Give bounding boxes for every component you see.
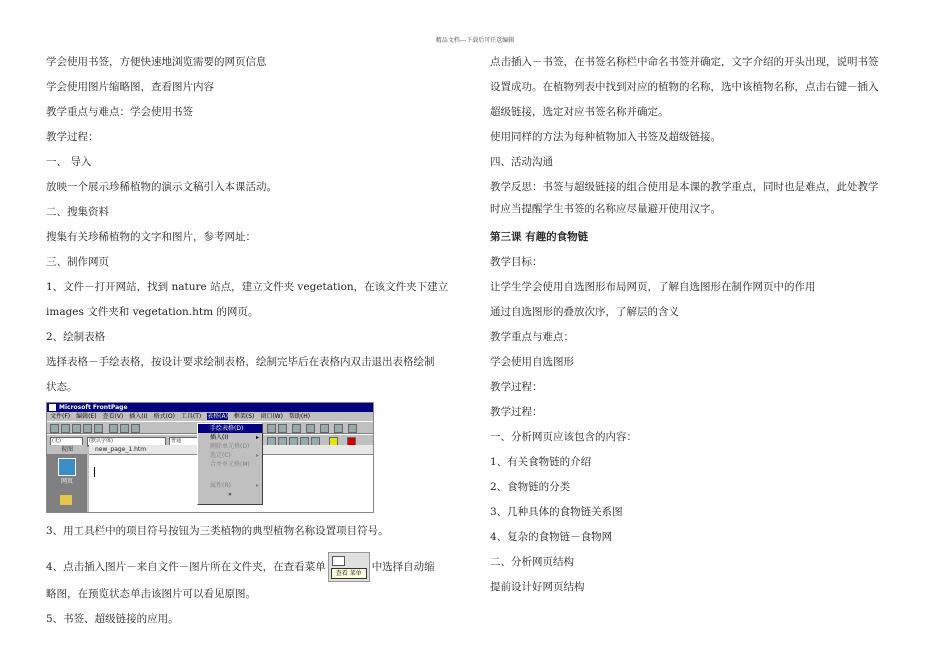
paragraph: 设置成功。在植物列表中找到对应的植物的名称，选中该植物名称，点击右键－插入 [490, 81, 879, 93]
paragraph: 通过自选图形的叠放次序，了解层的含义 [490, 306, 679, 318]
hyperlink-icon [292, 424, 301, 433]
menu-item-select: 选定(C) ▸ [210, 452, 259, 459]
paragraph: images 文件夹和 vegetation.htm 的网页。 [46, 306, 259, 318]
save-icon [72, 424, 81, 433]
view-menu-button: 查看 菜单 [331, 568, 367, 579]
screenshot-menubar [47, 412, 373, 421]
doc-tab: new_page_1.htm [89, 445, 373, 455]
menu-frames: 框架(S) [233, 413, 255, 420]
refresh-icon [306, 424, 315, 433]
paragraph: 4、点击插入图片－来自文件－图片所在文件夹，在查看菜单 查看 菜单 中选择自动缩 [46, 552, 461, 582]
size-select: 普通 [169, 437, 198, 446]
menu-tools: 工具(T) [180, 413, 202, 420]
copy-icon [120, 424, 129, 433]
section-heading: 二、搜集资料 [46, 206, 109, 218]
menu-item-properties: 属性(R) ▸ [210, 482, 259, 489]
paragraph: 学会使用书签，方便快速地浏览需要的网页信息 [46, 56, 267, 68]
text-cursor [94, 467, 95, 477]
views-header: 视图 [47, 445, 87, 454]
paragraph: 教学重点与难点：学会使用书签 [46, 106, 193, 118]
paragraph: 3、用工具栏中的项目符号按钮为三类植物的典型植物名称设置项目符号。 [46, 525, 389, 537]
stop-icon [320, 424, 329, 433]
paragraph: 5、书签、超级链接的应用。 [46, 613, 179, 625]
submenu-arrow-icon: ▸ [255, 434, 259, 441]
menu-table: 表格(A) [207, 413, 228, 420]
image-icon [278, 424, 287, 433]
menu-item-insert: 插入(I) ▸ [210, 434, 259, 441]
menu-expand-icon: » [228, 491, 232, 498]
menu-window: 窗口(W) [260, 413, 283, 420]
frontpage-app-icon [49, 404, 56, 411]
page-view-label: 网页 [60, 478, 73, 485]
list-item: 4、复杂的食物链－食物网 [490, 531, 613, 543]
menu-view: 查看(V) [102, 413, 124, 420]
table-icon [267, 424, 276, 433]
section-heading: 四、活动沟通 [490, 156, 553, 168]
paragraph: 放映一个展示珍稀植物的演示文稿引入本课活动。 [46, 181, 277, 193]
table-menu [197, 423, 263, 505]
paragraph: 教学过程： [490, 381, 543, 393]
paragraph: 选择表格－手绘表格，按设计要求绘制表格，绘制完毕后在表格内双击退出表格绘制 [46, 356, 435, 368]
section-heading: 一、分析网页应该包含的内容： [490, 431, 637, 443]
help-icon [348, 424, 357, 433]
screenshot-titlebar: Microsoft FrontPage [47, 403, 373, 412]
paragraph: 状态。 [46, 381, 78, 393]
menu-edit: 编辑(E) [76, 413, 97, 420]
paragraph-icon [334, 424, 343, 433]
menu-item-delete-cells: 删除单元格(D) [210, 443, 250, 450]
open-icon [61, 424, 70, 433]
paragraph: 教学目标： [490, 256, 543, 268]
list-item: 3、几种具体的食物链关系图 [490, 506, 623, 518]
paste-icon [131, 424, 140, 433]
menu-help: 帮助(H) [288, 413, 311, 420]
menu-insert: 插入(I) [129, 413, 148, 420]
new-icon [50, 424, 59, 433]
font-select: (默认字体) [87, 437, 166, 446]
submenu-arrow-icon: ▸ [255, 482, 259, 489]
menu-file: 文件(F) [50, 413, 71, 420]
paragraph: 点击插入－书签，在书签名称栏中命名书签并确定，文字介绍的开头出现，说明书签 [490, 56, 879, 68]
menu-format: 格式(O) [153, 413, 175, 420]
paragraph: 学会使用图片缩略图，查看图片内容 [46, 81, 214, 93]
paragraph: 教学过程： [46, 131, 99, 143]
print-icon [83, 424, 92, 433]
paragraph: 搜集有关珍稀植物的文字和图片，参考网址： [46, 231, 256, 243]
section-heading: 一、 导入 [46, 156, 92, 168]
spell-icon [94, 424, 103, 433]
page-header: 精品文档---下载后可任意编辑 [435, 37, 515, 44]
paragraph: 教学过程： [490, 406, 543, 418]
view-menu-thumbnail [328, 552, 370, 582]
page-view-icon [58, 458, 76, 476]
paragraph: 让学生学会使用自选图形布局网页，了解自选图形在制作网页中的作用 [490, 281, 816, 293]
list-item: 2、食物链的分类 [490, 481, 571, 493]
list-item: 1、有关食物链的介绍 [490, 456, 592, 468]
paragraph: 略图，在预览状态单击该图片可以看见原图。 [46, 588, 256, 600]
paragraph: 提前设计好网页结构 [490, 581, 585, 593]
paragraph: 1、文件－打开网站，找到 nature 站点，建立文件夹 vegetation，在该文件夹下建立 [46, 281, 449, 293]
style-select: (无) [50, 437, 83, 446]
frontpage-screenshot [46, 402, 374, 513]
lesson-title: 第三课 有趣的食物链 [490, 231, 589, 243]
paragraph: 教学重点与难点： [490, 331, 574, 343]
paragraph: 使用同样的方法为每种植物加入书签及超级链接。 [490, 131, 721, 143]
paragraph: 超级链接，选定对应书签名称并确定。 [490, 106, 669, 118]
menu-item-draw-table: 手绘表格(D) [198, 424, 262, 433]
thumbnail-icon [332, 556, 345, 566]
views-bar [47, 445, 87, 512]
left-column [46, 50, 461, 632]
right-column [490, 50, 910, 600]
section-heading: 二、分析网页结构 [490, 556, 574, 568]
paragraph: 时应当提醒学生书签的名称应尽量避开使用汉字。 [490, 203, 721, 215]
paragraph: 教学反思：书签与超级链接的组合使用是本课的教学重点，同时也是难点，此处教学 [490, 181, 879, 193]
paragraph: 2、绘制表格 [46, 331, 106, 343]
menu-item-merge-cells: 合并单元格(M) [210, 461, 250, 468]
cut-icon [109, 424, 118, 433]
submenu-arrow-icon: ▸ [255, 452, 259, 459]
folder-view-icon [60, 495, 72, 505]
paragraph: 学会使用自选图形 [490, 356, 574, 368]
section-heading: 三、制作网页 [46, 256, 109, 268]
